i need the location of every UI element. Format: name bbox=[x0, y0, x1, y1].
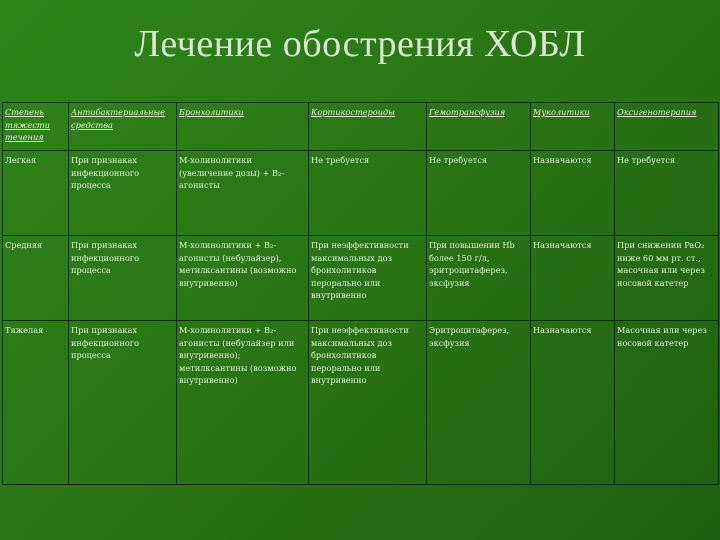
table-cell: М-холинолитики + В₂-агонисты (небулайзер), метилксантины (возможно внутривенно) bbox=[177, 236, 309, 321]
table-cell: Тяжелая bbox=[3, 321, 69, 485]
header-cell: Антибактериальные средства bbox=[69, 103, 177, 151]
table-cell: При снижении PaO₂ ниже 60 мм рт. ст., масочная или через носовой катетер bbox=[615, 236, 719, 321]
header-cell: Оксигенотерапия bbox=[615, 103, 719, 151]
slide-title: Лечение обострения ХОБЛ bbox=[134, 23, 586, 65]
table-cell: Легкая bbox=[3, 151, 69, 236]
header-cell: Гемотрансфузия bbox=[427, 103, 531, 151]
header-cell: Степень тяжести течения bbox=[3, 103, 69, 151]
table-cell: Не требуется bbox=[309, 151, 427, 236]
table-cell: Масочная или через носовой катетер bbox=[615, 321, 719, 485]
table-row bbox=[3, 321, 719, 485]
table-cell: Назначаются bbox=[531, 236, 615, 321]
table-cell: При неэффективности максимальных доз бронхолитиков перорально или внутривенно bbox=[309, 236, 427, 321]
table-cell: При признаках инфекционного процесса bbox=[69, 151, 177, 236]
table-cell: При признаках инфекционного процесса bbox=[69, 236, 177, 321]
table-cell: Эритроцитаферез, эксфузия bbox=[427, 321, 531, 485]
table-cell: При признаках инфекционного процесса bbox=[69, 321, 177, 485]
table-cell: Назначаются bbox=[531, 321, 615, 485]
table-header-row bbox=[3, 103, 719, 151]
header-cell: Бронхолитики bbox=[177, 103, 309, 151]
header-cell: Муколитики bbox=[531, 103, 615, 151]
table-cell: При повышении Hb более 150 г/л, эритроцитаферез, эксфузия bbox=[427, 236, 531, 321]
treatment-table bbox=[2, 102, 719, 485]
header-cell: Кортикостероиды bbox=[309, 103, 427, 151]
table-cell: М-холинолитики (увеличение дозы) + В₂-агонисты bbox=[177, 151, 309, 236]
table-cell: Средняя bbox=[3, 236, 69, 321]
table-cell: Не требуется bbox=[615, 151, 719, 236]
table-cell: При неэффективности максимальных доз бронхолитиков перорально или внутривенно bbox=[309, 321, 427, 485]
table-row bbox=[3, 236, 719, 321]
table-cell: Назначаются bbox=[531, 151, 615, 236]
table-cell: М-холинолитики + В₂-агонисты (небулайзер или внутривенно); метилксантины (возможно внутривенно) bbox=[177, 321, 309, 485]
table-cell: Не требуется bbox=[427, 151, 531, 236]
table-row bbox=[3, 151, 719, 236]
